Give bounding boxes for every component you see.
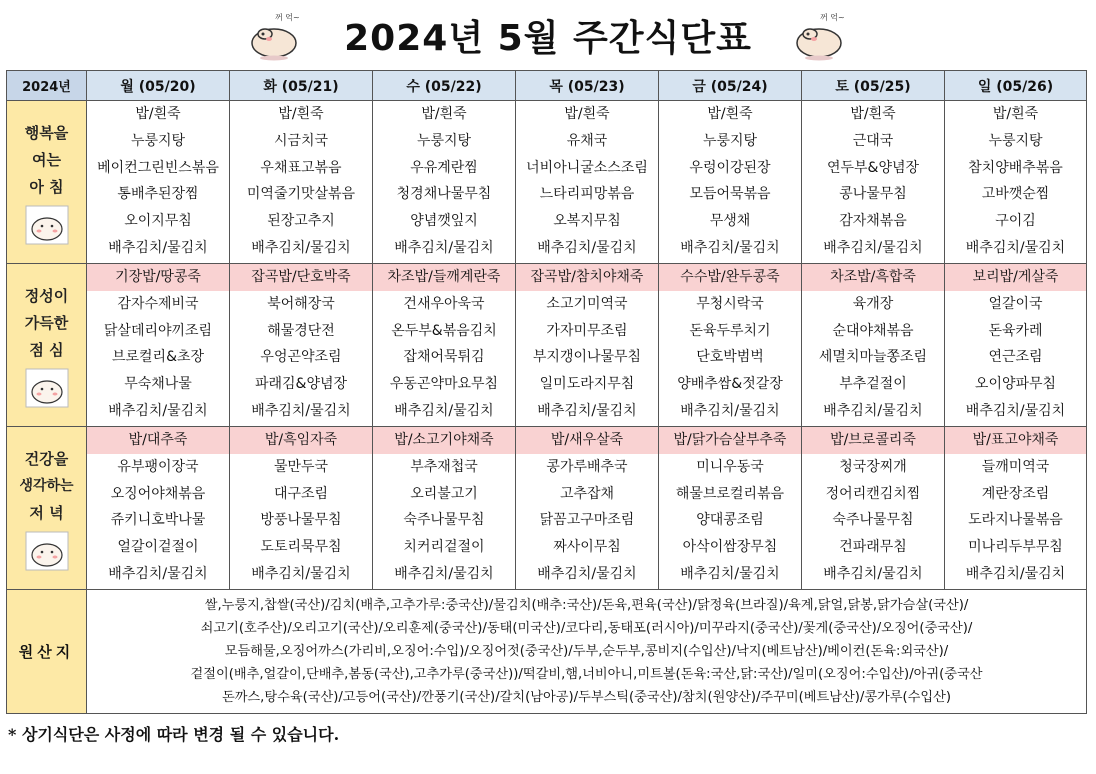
menu-item: 유채국 — [566, 132, 608, 149]
menu-item: 연근조림 — [988, 349, 1043, 366]
menu-item: 배추김치/물김치 — [823, 402, 923, 419]
menu-item: 들깨미역국 — [981, 458, 1050, 475]
menu-item: 콩나물무침 — [839, 186, 907, 203]
menu-cell — [87, 427, 230, 590]
menu-item: 시금치국 — [273, 132, 329, 149]
menu-item: 부추재첩국 — [410, 458, 478, 475]
menu-item: 양대콩조림 — [696, 512, 764, 529]
menu-item: 느타리피망볶음 — [539, 186, 635, 203]
menu-item: 누룽지탕 — [416, 132, 472, 149]
menu-item: 순대야채볶음 — [832, 322, 914, 339]
menu-item: 배추김치/물김치 — [965, 565, 1066, 582]
rice-porridge-item: 밥/흰죽 — [278, 106, 324, 122]
menu-item: 배추김치/물김치 — [823, 239, 923, 256]
origin-line: 돈까스,탕수육(국산)/고등어(국산)/깐풍기(국산)/갈치(남아공)/두부스틱(중국산)/참치(원양산)/주꾸미(베트남산)/콩가루(수입산) — [221, 690, 952, 705]
menu-item: 배추김치/물김치 — [108, 402, 208, 419]
menu-cell — [230, 427, 373, 590]
menu-item: 콩가루배추국 — [546, 458, 628, 475]
day-header: 목 (05/23) — [516, 71, 659, 101]
menu-item: 연두부&양념장 — [826, 159, 920, 176]
breakfast-row — [7, 101, 1087, 264]
menu-item: 무청시락국 — [696, 295, 764, 312]
menu-item: 닭살데리야끼조림 — [103, 322, 213, 339]
rice-porridge-item: 밥/흰죽 — [564, 106, 610, 122]
menu-item: 된장고추지 — [267, 213, 335, 230]
dinner-row — [7, 427, 1087, 590]
title-bar — [0, 0, 1096, 68]
menu-item: 짜사이무침 — [553, 539, 621, 556]
menu-item: 누룽지탕 — [130, 132, 186, 149]
menu-cell — [373, 101, 516, 264]
menu-item: 배추김치/물김치 — [537, 402, 637, 419]
menu-item: 도라지나물볶음 — [968, 512, 1063, 529]
menu-item: 숙주나물무침 — [832, 512, 914, 529]
menu-item: 배추김치/물김치 — [394, 565, 494, 582]
lunch-row — [7, 264, 1087, 427]
meal-label: 여는 — [32, 150, 61, 169]
meal-label: 아 침 — [29, 177, 64, 196]
rice-porridge-item: 밥/흰죽 — [850, 106, 896, 122]
menu-item: 양념깻잎지 — [410, 213, 478, 230]
menu-item: 구이김 — [995, 213, 1036, 230]
menu-item: 쥬키니호박나물 — [110, 512, 206, 529]
menu-item: 우유계란찜 — [410, 159, 478, 176]
day-header: 월 (05/20) — [87, 71, 230, 101]
menu-cell — [802, 264, 945, 427]
menu-item: 계란장조림 — [981, 485, 1050, 502]
menu-cell — [802, 101, 945, 264]
origin-line: 쌀,누룽지,찹쌀(국산)/김치(배추,고추가루:중국산)/물김치(배추:국산)/돈육,편육(국산)/닭정육(브라질)/육계,닭얼,닭봉,닭가슴살(국산)/ — [204, 598, 969, 613]
menu-item: 참치양배추볶음 — [968, 159, 1063, 176]
menu-cell — [945, 264, 1087, 427]
origin-info — [87, 590, 1087, 714]
rice-porridge-item: 밥/표고야채죽 — [945, 427, 1086, 454]
weekly-menu-table — [6, 70, 1087, 714]
rice-porridge-item: 수수밥/완두콩죽 — [659, 264, 801, 291]
origin-label: 원산지 — [7, 590, 87, 714]
menu-item: 우동곤약마요무침 — [389, 376, 499, 393]
menu-item: 우채표고볶음 — [260, 159, 342, 176]
menu-item: 일미도라지무침 — [539, 376, 635, 393]
menu-item: 배추김치/물김치 — [680, 239, 780, 256]
menu-item: 모듬어묵볶음 — [689, 186, 771, 203]
menu-item: 가자미무조림 — [546, 322, 628, 339]
menu-cell — [87, 264, 230, 427]
menu-cell — [373, 264, 516, 427]
menu-item: 청국장찌개 — [839, 458, 907, 475]
menu-cell — [802, 427, 945, 590]
menu-item: 배추김치/물김치 — [108, 565, 208, 582]
menu-item: 누룽지탕 — [988, 132, 1043, 149]
menu-item: 정어리캔김치찜 — [825, 485, 921, 502]
menu-item: 방풍나물무침 — [260, 512, 342, 529]
menu-item: 브로컬리&초장 — [111, 349, 205, 366]
menu-item: 얼갈이겉절이 — [117, 539, 199, 556]
rice-porridge-item: 밥/대추죽 — [87, 427, 229, 454]
day-header: 토 (05/25) — [802, 71, 945, 101]
menu-cell — [945, 427, 1087, 590]
meal-label: 정성이 — [24, 286, 69, 305]
menu-item: 도토리묵무침 — [260, 539, 342, 556]
menu-item: 배추김치/물김치 — [965, 402, 1066, 419]
rice-porridge-item: 밥/닭가슴살부추죽 — [659, 427, 801, 454]
menu-item: 얼갈이국 — [988, 295, 1043, 312]
menu-cell — [516, 264, 659, 427]
menu-item: 오이지무침 — [124, 213, 192, 230]
meal-label: 저 녁 — [29, 503, 64, 522]
menu-cell — [373, 427, 516, 590]
page-title: 2024년 5월 주간식단표 — [344, 18, 752, 59]
rice-porridge-item: 밥/브로콜리죽 — [802, 427, 944, 454]
meal-label: 가득한 — [24, 313, 69, 332]
menu-item: 대구조림 — [273, 485, 329, 502]
menu-item: 단호박범벅 — [696, 349, 764, 366]
rice-porridge-item: 차조밥/들깨계란죽 — [373, 264, 515, 291]
origin-line: 모듬해물,오징어까스(가리비,오징어:수입)/오징어젓(중국산)/두부,순두부,콩비지(수입산)/낙지(베트남산)/베이컨(돈육:외국산)/ — [224, 644, 949, 659]
footnote: * 상기식단은 사정에 따라 변경 될 수 있습니다. — [8, 725, 340, 744]
menu-cell — [945, 101, 1087, 264]
menu-item: 소고기미역국 — [546, 295, 628, 312]
menu-item: 부지갱이나물무침 — [532, 349, 642, 366]
menu-item: 오이양파무침 — [974, 376, 1057, 393]
menu-cell — [659, 101, 802, 264]
rice-porridge-item: 차조밥/흑합죽 — [802, 264, 944, 291]
rice-porridge-item: 밥/흰죽 — [707, 106, 753, 122]
menu-item: 감자채볶음 — [839, 213, 907, 230]
menu-item: 배추김치/물김치 — [251, 239, 351, 256]
year-header: 2024년 — [7, 71, 87, 101]
menu-item: 숙주나물무침 — [403, 512, 485, 529]
menu-item: 닭꼼고구마조림 — [539, 512, 635, 529]
origin-line: 겉절이(배추,얼갈이,단배추,봄동(국산),고추가루(중국산))/떡갈비,햄,너비아니,미트볼(돈육:국산,닭:국산)/일미(오징어:수입산)/아귀(중국산 — [190, 667, 983, 682]
menu-item: 해물브로컬리볶음 — [675, 485, 785, 502]
menu-item: 돈육카레 — [988, 322, 1043, 339]
svg-text:꺼 억~: 꺼 억~ — [820, 13, 845, 22]
menu-item: 무생채 — [709, 213, 751, 230]
menu-item: 배추김치/물김치 — [537, 565, 637, 582]
menu-item: 미니우동국 — [696, 458, 764, 475]
menu-item: 아삭이쌈장무침 — [682, 539, 778, 556]
menu-item: 배추김치/물김치 — [394, 239, 494, 256]
menu-item: 오복지무침 — [553, 213, 621, 230]
day-header: 수 (05/22) — [373, 71, 516, 101]
origin-row — [7, 590, 1087, 714]
hamster-mascot-icon — [790, 10, 848, 62]
menu-item: 통배추된장찜 — [117, 186, 199, 203]
rice-porridge-item: 밥/소고기야채죽 — [373, 427, 515, 454]
menu-cell — [230, 264, 373, 427]
menu-item: 온두부&볶음김치 — [391, 322, 497, 339]
menu-item: 우엉곤약조림 — [260, 349, 342, 366]
menu-item: 유부팽이장국 — [117, 458, 199, 475]
rice-porridge-item: 밥/새우살죽 — [516, 427, 658, 454]
menu-item: 감자수제비국 — [117, 295, 199, 312]
menu-item: 근대국 — [852, 132, 894, 149]
hamster-illustration-icon — [25, 368, 69, 408]
menu-item: 돈육두루치기 — [689, 322, 771, 339]
lunch-label-cell — [7, 264, 87, 427]
menu-item: 파래김&양념장 — [254, 376, 348, 393]
menu-item: 잡채어묵튀김 — [403, 349, 485, 366]
menu-cell — [87, 101, 230, 264]
rice-porridge-item: 밥/흰죽 — [992, 106, 1039, 122]
menu-item: 미역줄기맛살볶음 — [246, 186, 356, 203]
menu-item: 배추김치/물김치 — [537, 239, 637, 256]
menu-cell — [659, 264, 802, 427]
menu-item: 배추김치/물김치 — [251, 402, 351, 419]
menu-item: 세멸치마늘쫑조림 — [818, 349, 928, 366]
menu-item: 배추김치/물김치 — [680, 402, 780, 419]
meal-label: 행복을 — [24, 123, 69, 142]
header-row — [7, 71, 1087, 101]
menu-item: 배추김치/물김치 — [965, 239, 1066, 256]
menu-item: 고추잡채 — [559, 485, 615, 502]
meal-label: 점 심 — [29, 340, 64, 359]
day-header: 일 (05/26) — [945, 71, 1087, 101]
menu-item: 건새우아욱국 — [403, 295, 485, 312]
menu-cell — [659, 427, 802, 590]
menu-item: 양배추쌈&젓갈장 — [677, 376, 783, 393]
rice-porridge-item: 보리밥/게살죽 — [945, 264, 1086, 291]
menu-item: 무숙채나물 — [124, 376, 192, 393]
menu-item: 우렁이강된장 — [689, 159, 771, 176]
menu-item: 육개장 — [852, 295, 894, 312]
menu-item: 배추김치/물김치 — [108, 239, 208, 256]
menu-item: 배추김치/물김치 — [394, 402, 494, 419]
rice-porridge-item: 밥/흰죽 — [421, 106, 467, 122]
menu-item: 해물경단전 — [267, 322, 335, 339]
menu-item: 고바깻순찜 — [981, 186, 1050, 203]
meal-label: 건강을 — [24, 449, 69, 468]
menu-item: 배추김치/물김치 — [823, 565, 923, 582]
hamster-illustration-icon — [25, 531, 69, 571]
day-header: 화 (05/21) — [230, 71, 373, 101]
rice-porridge-item: 기장밥/땅콩죽 — [87, 264, 229, 291]
menu-item: 미나리두부무침 — [968, 539, 1063, 556]
rice-porridge-item: 밥/흰죽 — [135, 106, 181, 122]
menu-item: 청경채나물무침 — [396, 186, 492, 203]
rice-porridge-item: 밥/흑임자죽 — [230, 427, 372, 454]
menu-item: 배추김치/물김치 — [251, 565, 351, 582]
day-header: 금 (05/24) — [659, 71, 802, 101]
menu-item: 물만두국 — [273, 458, 329, 475]
menu-cell — [230, 101, 373, 264]
breakfast-label-cell — [7, 101, 87, 264]
menu-item: 누룽지탕 — [702, 132, 758, 149]
menu-cell — [516, 101, 659, 264]
menu-item: 북어해장국 — [267, 295, 335, 312]
menu-item: 배추김치/물김치 — [680, 565, 780, 582]
hamster-illustration-icon — [25, 205, 69, 245]
svg-text:꺼 억~: 꺼 억~ — [275, 13, 300, 22]
menu-item: 건파래무침 — [839, 539, 907, 556]
menu-item: 부추겉절이 — [839, 376, 907, 393]
origin-line: 쇠고기(호주산)/오리고기(국산)/오리훈제(중국산)/동태(미국산)/코다리,동태포(러시아)/미꾸라지(중국산)/꽃게(중국산)/오징어(중국산)/ — [200, 621, 973, 636]
rice-porridge-item: 잡곡밥/단호박죽 — [230, 264, 372, 291]
menu-cell — [516, 427, 659, 590]
menu-item: 오징어야채볶음 — [110, 485, 206, 502]
rice-porridge-item: 잡곡밥/참치야채죽 — [516, 264, 658, 291]
menu-item: 너비아니굴소스조림 — [526, 159, 648, 176]
dinner-label-cell — [7, 427, 87, 590]
menu-item: 오리불고기 — [410, 485, 478, 502]
menu-item: 베이컨그린빈스볶음 — [97, 159, 219, 176]
meal-label: 생각하는 — [19, 477, 74, 494]
menu-item: 치커리겉절이 — [403, 539, 485, 556]
